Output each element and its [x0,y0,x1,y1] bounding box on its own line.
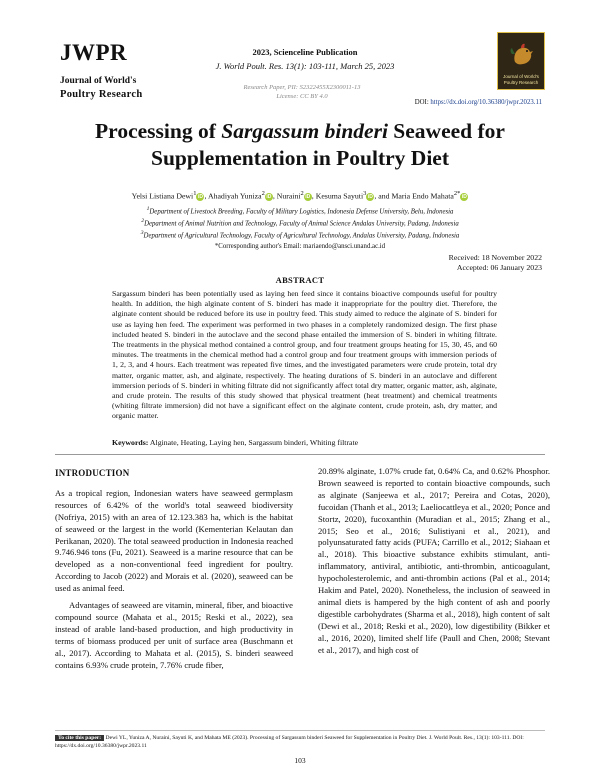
keywords-list: Alginate, Heating, Laying hen, Sargassum binderi, Whiting filtrate [148,438,359,447]
orcid-icon[interactable]: iD [367,193,373,200]
section-heading-introduction: INTRODUCTION [55,468,130,478]
journal-logo: JWPR [60,40,128,65]
license: License: CC BY 4.0 [276,93,328,100]
page-number: 103 [294,756,306,765]
citation-footer [55,734,545,750]
abstract-text: Sargassum binderi has been potentially used as laying hen feed since it contains bioactive compounds useful for poultry health. In addition, the high alginate content of S. binderi has made it inappropriate for the poultry diet. Therefore, the alginate content should be reduced before its use in poultry feed. This study aimed to reduce the alginate of S. binderi for use as laying hen feed. The experiment was performed in two phases in a completely randomized design. The first phase included heated S. binderi in the autoclave and the second phase entailed the immersion of S. binderi in whiting filtrate. The treatments in the physical method contained a control group, and four treatment groups heating for 15, 30, 45, and 60 minutes. The treatments in the chemical method had a control group and four treatment groups with immersion periods of 1, 2, 3, and 4 hours. Each treatment was repeated five times, and the investigated parameters were crude protein, total dry matter, organic matter, ash, and alginate, respectively. The heating durations of S. binderi in an autoclave and different immersion periods of S. binderi in whiting filtrate did not significantly affect total dry matter, organic matter, ash, alginate, and crude protein. The results of this study showed that physical treatment (heat treatment) and chemical treatments (whiting filtrate immersion) did not have a significant effect on the alginate content, crude protein, ash, dry matter, and organic matter. [112,289,497,421]
publication-info [195,45,415,73]
affiliation-text: Department of Animal Nutrition and Technology, Faculty of Animal Science Andalas University, Padang, Indonesia [144,220,459,228]
journal-name-line2: Poultry Research [60,89,143,100]
corresponding-author: *Corresponding author's Email: mariaendo@ansci.unand.ac.id [214,243,386,250]
divider [55,454,545,455]
badge-text-line2: Poultry Research [503,79,539,85]
footer-divider [55,730,545,731]
title-part2: Seaweed for Supplementation in Poultry Diet [150,119,505,170]
journal-badge [497,32,545,90]
journal-header [0,0,600,112]
publisher-line: 2023, Scienceline Publication [252,47,358,57]
author-3-sup: 2 [300,190,304,197]
affiliation-2 [40,217,560,229]
author-4-sup: 3 [363,190,367,197]
keywords-label: Keywords: [112,438,149,447]
intro-paragraph-1: As a tropical region, Indonesian waters have seaweed germplasm resources of 6.42% of the world's total seaweed biodiversity (Nofriya, 2015) with an area of 12.123.383 ha, which is the habitat of seaweed or the largest in the world (Kementerian Kelautan dan Perikanan, 2020). The total seaweed production in Indonesia reached 9.746.946 tons (Fu, 2021). Seaweed is a marine resource that can be developed as a non-conventional feed ingredient for poultry. According to Jacob (2022) and Morais et al. (2020), seaweed can be used as animal feed. [55,487,293,594]
cite-text: Dewi YL, Yuniza A, Nuraini, Sayuti K, and Mahata ME (2023). Processing of Sargassum binderi Seaweed for Supplementation in Poultry Diet. J. World Poult. Res., 13(1): 103-111. DOI: https://dx.doi.org/10.36380/jwpr.2023.11 [55,735,524,749]
affiliation-1 [40,205,560,217]
accepted-date: Accepted: 06 January 2023 [456,263,542,272]
paper-meta [212,83,392,101]
article-title [40,118,560,172]
badge-text [498,74,544,85]
title-species: Sargassum binderi [221,119,388,143]
author-1: Yelsi Listiana Dewi [131,191,194,201]
affiliation-sup: 3 [140,230,144,237]
intro-paragraph-2: Advantages of seaweed are vitamin, mineral, fiber, and bioactive compound source (Mahata et al., 2015; Reski et al., 2022), sea instead of arable land-based production, and high productivity in terms of biomass produced per unit of surface area (Buschmann et al., 2017). According to Mahata et al. (2015), S. binderi seaweed contains 6.93% crude protein, 7.76% crude fiber, [55,600,293,670]
cite-label: To cite this paper: [55,735,104,741]
affiliation-sup: 2 [141,218,145,225]
column-right [318,466,550,657]
doi-line [415,99,542,106]
affiliation-sup: 1 [146,206,150,212]
author-list: Yelsi Listiana Dewi$^1$ iD , Ahadiyah Yuniza$^2$ iD , Nuraini$^2$ iD , Kesuma Sayuti$^3$ iD , and Maria Endo Mahata$^{2*}$ iD [131,190,467,201]
orcid-icon[interactable]: iD [197,193,203,200]
author-3: Nuraini [276,191,301,201]
author-1-sup: 1 [193,190,197,197]
citation-line: J. World Poult. Res. 13(1): 103-111, March 25, 2023 [215,61,395,71]
title-part1: Processing of [95,119,222,143]
affiliation-3 [40,229,560,241]
author-2: Ahadiyah Yuniza [207,191,262,201]
affiliations [40,205,560,241]
journal-name-line1: Journal of World's [60,76,137,86]
article-dates [449,253,542,273]
affiliation-text: Department of Agricultural Technology, Faculty of Agricultural Technology, Andalas University, Padang, Indonesia [143,232,460,240]
journal-name [60,75,142,101]
intro-paragraph-continued: 20.89% alginate, 1.07% crude fat, 0.64% Ca, and 0.62% Phosphor. Brown seaweed is reported to contain bioactive compounds, such as alginate (Sanjeewa et al., 2017; Pereira and Cotas, 2020), fucoidan (Thanh et al., 2013; Laeliocattleya et al., 2020; Ponce and Stortz, 2020), fucoxanthin (Muradian et al., 2015; Zhang et al., 2015; Seo et al., 2016; Sulistiyani et al., 2021), and polyunsaturated fatty acids (PUFA; Carrillo et al., 2012; Siahaan et al., 2018). This bioactive substance exhibits stimulant, anti-inflammatory, antiviral, antibiotic, anti-thrombin, anticoagulant, hypocholesterolemic, and anti-thrombin actions (Pal et al., 2014; Hakim and Patel, 2020). Nonetheless, the inclusion of seaweed in animal diets is hampered by the high content of ash and poorly digestible carbohydrates (Sharma et al., 2018), high content of salt (Dewi et al., 2018; Reski et al., 2020), low digestibility (Bikker et al., 2016, 2020), limited shelf life (Paull and Chen, 2008; Stevant et al., 2017), and high cost of [318,466,550,655]
doi-link[interactable]: https://dx.doi.org/10.36380/jwpr.2023.11 [430,99,542,106]
orcid-icon[interactable]: iD [461,193,467,200]
rooster-icon [507,40,537,70]
doi-label: DOI: [414,99,431,106]
received-date: Received: 18 November 2022 [448,253,542,262]
abstract-heading: ABSTRACT [275,275,325,285]
affiliation-text: Department of Livestock Breeding, Faculty of Military Logistics, Indonesia Defense University, Belu, Indonesia [149,208,454,216]
column-left [55,468,293,672]
author-4: Kesuma Sayuti [315,191,364,201]
badge-text-line1: Journal of World's [503,74,539,79]
author-2-sup: 2 [261,190,265,197]
author-5-sup: 2* [453,190,461,197]
paper-type: Research Paper, PII: S2322455X2300011-13 [243,84,361,91]
keywords [112,438,497,447]
orcid-icon[interactable]: iD [266,193,272,200]
orcid-icon[interactable]: iD [305,193,311,200]
author-5: and Maria Endo Mahata [378,191,454,201]
